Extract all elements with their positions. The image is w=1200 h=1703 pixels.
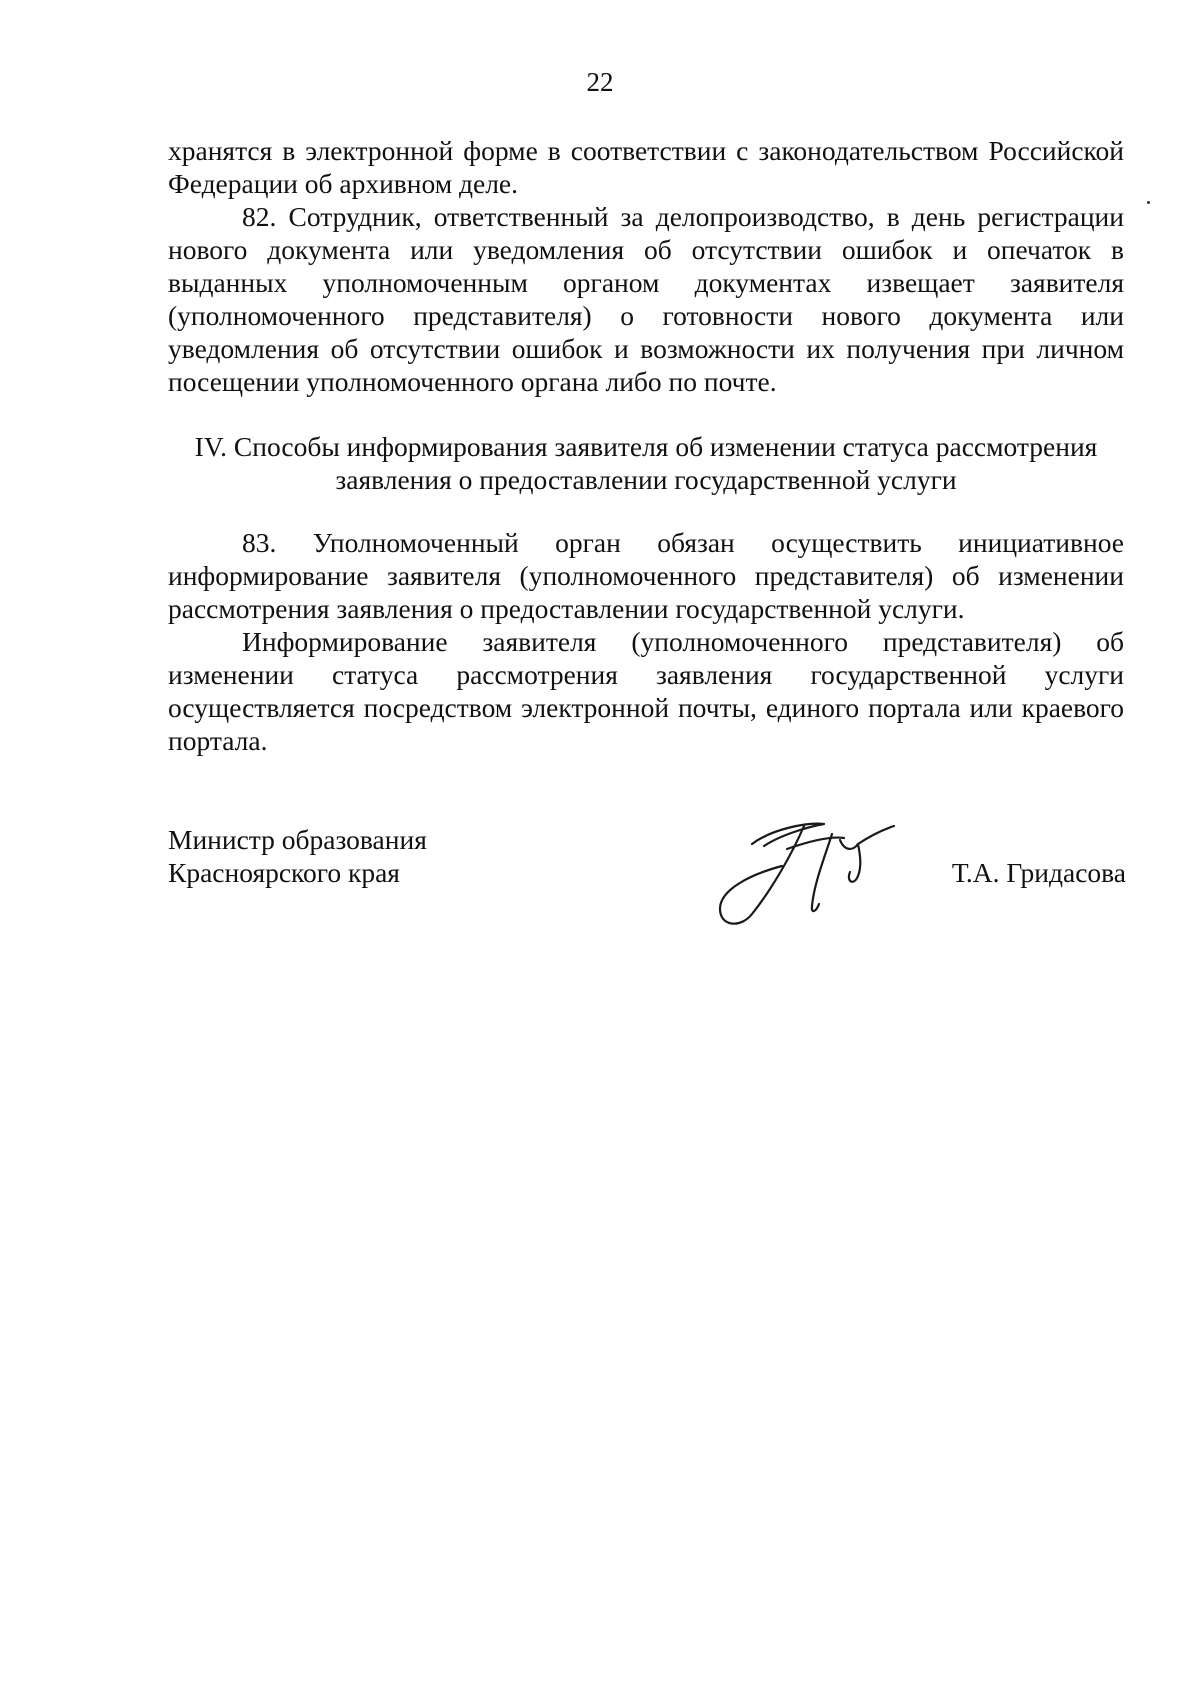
handwritten-signature [712, 804, 922, 934]
paragraph-informing: Информирование заявителя (уполномоченного представителя) об изменении статуса рассмотрения заявления государственной услуги осуществляется посредством электронной почты, единого портала или краевого портала. [168, 626, 1124, 756]
signature-stroke-flourish [858, 826, 894, 844]
signer-name: Т.А. Гридасова [951, 857, 1126, 888]
signature-stroke-loop [720, 826, 804, 924]
scan-speck [1147, 201, 1150, 204]
signature-stroke-tail [840, 840, 860, 882]
bottom-text-block [168, 526, 1124, 757]
section-heading-line-2: заявления о предоставлении государственной услуги [335, 464, 957, 495]
signatory-title-line-2: Красноярского края [168, 857, 400, 888]
page-number: 22 [586, 67, 614, 97]
signatory-title-line-1: Министр образования [168, 824, 427, 855]
signature-stroke-stem [812, 834, 832, 911]
section-heading-line-1: IV. Способы информирования заявителя об изменении статуса рассмотрения [194, 431, 1098, 462]
signature-stroke-top [752, 824, 824, 846]
paragraph-83: 83. Уполномоченный орган обязан осуществить инициативное информирование заявителя (уполномоченного представителя) об изменении рассмотрения заявления о предоставлении государственной услуги. [168, 527, 1124, 624]
top-text-block [168, 134, 1124, 398]
paragraph-82: 82. Сотрудник, ответственный за делопроизводство, в день регистрации нового документа или уведомления об отсутствии ошибок и опечаток в выданных уполномоченным органом документах извещает заявителя (уполномоченного представителя) о готовности нового документа или уведомления об отсутствии ошибок и возможности их получения при личном посещении уполномоченного органа либо по почте. [168, 201, 1124, 397]
paragraph-archive-continuation: хранятся в электронной форме в соответствии с законодательством Российской Федерации об архивном деле. [168, 135, 1124, 199]
section-heading-iv [168, 430, 1124, 496]
signatory-title [168, 823, 427, 889]
